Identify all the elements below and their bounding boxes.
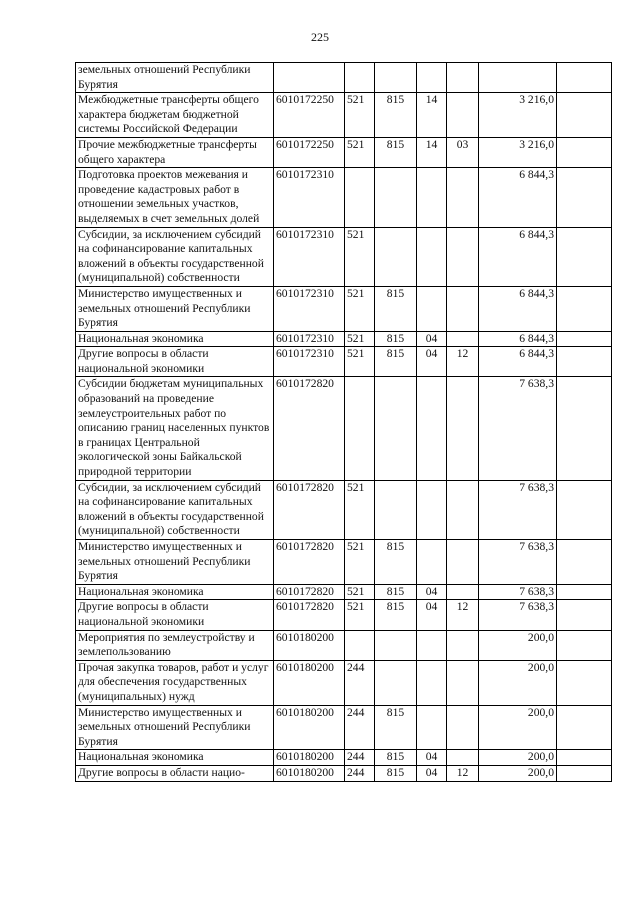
row-subsection-cell — [447, 630, 479, 660]
row-ministry-cell: 815 — [375, 286, 417, 331]
table-row — [76, 63, 612, 93]
table-row — [76, 765, 612, 781]
row-type-cell: 521 — [345, 227, 375, 286]
row-code-cell: 6010180200 — [274, 630, 345, 660]
row-amount-cell: 7 638,3 — [479, 480, 557, 539]
row-name-cell: Субсидии, за исключением субсидий на софинансирование капитальных вложений в объекты государственной (муниципальной) собственности — [76, 480, 274, 539]
row-name-cell: Министерство имущественных и земельных отношений Республики Бурятия — [76, 705, 274, 750]
row-name-cell: Национальная экономика — [76, 584, 274, 600]
row-type-cell — [345, 630, 375, 660]
row-type-cell: 521 — [345, 584, 375, 600]
row-section-cell — [417, 480, 447, 539]
budget-table — [75, 62, 612, 782]
row-type-cell: 521 — [345, 137, 375, 167]
row-code-cell: 6010172820 — [274, 540, 345, 585]
row-code-cell: 6010172310 — [274, 168, 345, 227]
table-row — [76, 480, 612, 539]
row-type-cell: 244 — [345, 750, 375, 766]
row-code-cell: 6010172820 — [274, 480, 345, 539]
row-section-cell — [417, 540, 447, 585]
row-amount-cell: 7 638,3 — [479, 540, 557, 585]
row-ministry-cell — [375, 480, 417, 539]
row-code-cell: 6010180200 — [274, 765, 345, 781]
row-extra-cell — [557, 660, 612, 705]
row-name-cell: Другие вопросы в области национальной экономики — [76, 600, 274, 630]
row-type-cell — [345, 63, 375, 93]
row-ministry-cell: 815 — [375, 137, 417, 167]
row-code-cell: 6010172310 — [274, 227, 345, 286]
table-row — [76, 93, 612, 138]
row-section-cell: 04 — [417, 600, 447, 630]
row-ministry-cell: 815 — [375, 600, 417, 630]
row-name-cell: Министерство имущественных и земельных отношений Республики Бурятия — [76, 540, 274, 585]
row-amount-cell: 200,0 — [479, 660, 557, 705]
row-section-cell — [417, 377, 447, 480]
row-ministry-cell: 815 — [375, 584, 417, 600]
row-type-cell: 521 — [345, 540, 375, 585]
row-ministry-cell — [375, 227, 417, 286]
row-type-cell: 244 — [345, 765, 375, 781]
row-code-cell: 6010180200 — [274, 705, 345, 750]
row-amount-cell: 200,0 — [479, 765, 557, 781]
row-name-cell: Субсидии, за исключением субсидий на софинансирование капитальных вложений в объекты государственной (муниципальной) собственности — [76, 227, 274, 286]
row-subsection-cell: 03 — [447, 137, 479, 167]
table-row — [76, 168, 612, 227]
row-code-cell: 6010172310 — [274, 331, 345, 347]
row-code-cell: 6010172820 — [274, 584, 345, 600]
table-row — [76, 660, 612, 705]
row-extra-cell — [557, 480, 612, 539]
row-extra-cell — [557, 630, 612, 660]
row-ministry-cell — [375, 377, 417, 480]
row-section-cell: 04 — [417, 584, 447, 600]
row-ministry-cell — [375, 660, 417, 705]
row-extra-cell — [557, 540, 612, 585]
row-amount-cell: 6 844,3 — [479, 331, 557, 347]
table-row — [76, 584, 612, 600]
row-extra-cell — [557, 584, 612, 600]
row-name-cell: Прочая закупка товаров, работ и услуг для обеспечения государственных (муниципальных) нужд — [76, 660, 274, 705]
row-section-cell — [417, 660, 447, 705]
row-subsection-cell — [447, 168, 479, 227]
row-extra-cell — [557, 377, 612, 480]
row-section-cell: 04 — [417, 331, 447, 347]
table-row — [76, 137, 612, 167]
row-section-cell: 14 — [417, 93, 447, 138]
table-row — [76, 377, 612, 480]
row-code-cell: 6010172820 — [274, 377, 345, 480]
table-row — [76, 286, 612, 331]
row-amount-cell: 7 638,3 — [479, 600, 557, 630]
row-type-cell: 521 — [345, 331, 375, 347]
row-code-cell: 6010172310 — [274, 286, 345, 331]
row-subsection-cell — [447, 750, 479, 766]
row-section-cell: 04 — [417, 347, 447, 377]
row-name-cell: Субсидии бюджетам муниципальных образований на проведение землеустроительных работ по описанию границ населенных пунктов в границах Центральной экологической зоны Байкальской природной территории — [76, 377, 274, 480]
row-subsection-cell — [447, 660, 479, 705]
row-amount-cell: 6 844,3 — [479, 227, 557, 286]
row-ministry-cell — [375, 630, 417, 660]
row-code-cell: 6010172310 — [274, 347, 345, 377]
row-extra-cell — [557, 227, 612, 286]
row-code-cell: 6010172250 — [274, 93, 345, 138]
row-name-cell: Другие вопросы в области национальной экономики — [76, 347, 274, 377]
row-type-cell: 521 — [345, 480, 375, 539]
row-subsection-cell — [447, 93, 479, 138]
row-ministry-cell: 815 — [375, 347, 417, 377]
row-name-cell: Другие вопросы в области нацио- — [76, 765, 274, 781]
row-extra-cell — [557, 286, 612, 331]
row-amount-cell: 7 638,3 — [479, 377, 557, 480]
row-subsection-cell — [447, 286, 479, 331]
row-subsection-cell — [447, 377, 479, 480]
row-extra-cell — [557, 765, 612, 781]
row-section-cell — [417, 630, 447, 660]
row-section-cell — [417, 286, 447, 331]
table-row — [76, 331, 612, 347]
row-extra-cell — [557, 750, 612, 766]
row-name-cell: Национальная экономика — [76, 331, 274, 347]
row-ministry-cell: 815 — [375, 93, 417, 138]
table-row — [76, 540, 612, 585]
row-ministry-cell: 815 — [375, 331, 417, 347]
row-subsection-cell — [447, 705, 479, 750]
row-type-cell: 521 — [345, 286, 375, 331]
row-type-cell: 244 — [345, 660, 375, 705]
row-name-cell: Министерство имущественных и земельных отношений Республики Бурятия — [76, 286, 274, 331]
row-code-cell: 6010180200 — [274, 750, 345, 766]
table-row — [76, 347, 612, 377]
row-extra-cell — [557, 137, 612, 167]
row-ministry-cell: 815 — [375, 750, 417, 766]
table-row — [76, 705, 612, 750]
row-section-cell — [417, 168, 447, 227]
row-type-cell — [345, 168, 375, 227]
row-extra-cell — [557, 705, 612, 750]
row-subsection-cell: 12 — [447, 600, 479, 630]
row-subsection-cell — [447, 227, 479, 286]
row-subsection-cell: 12 — [447, 765, 479, 781]
row-subsection-cell: 12 — [447, 347, 479, 377]
row-amount-cell: 200,0 — [479, 630, 557, 660]
row-name-cell: Межбюджетные трансферты общего характера бюджетам бюджетной системы Российской Федерации — [76, 93, 274, 138]
row-section-cell: 04 — [417, 750, 447, 766]
row-name-cell: земельных отношений Республики Бурятия — [76, 63, 274, 93]
row-amount-cell: 7 638,3 — [479, 584, 557, 600]
row-amount-cell: 200,0 — [479, 750, 557, 766]
row-extra-cell — [557, 331, 612, 347]
table-body — [76, 63, 612, 782]
table-row — [76, 227, 612, 286]
row-ministry-cell — [375, 63, 417, 93]
row-section-cell: 04 — [417, 765, 447, 781]
row-type-cell — [345, 377, 375, 480]
row-section-cell — [417, 227, 447, 286]
table-row — [76, 630, 612, 660]
row-name-cell: Национальная экономика — [76, 750, 274, 766]
table-row — [76, 750, 612, 766]
row-type-cell: 521 — [345, 600, 375, 630]
row-type-cell: 521 — [345, 93, 375, 138]
row-ministry-cell: 815 — [375, 765, 417, 781]
row-amount-cell: 200,0 — [479, 705, 557, 750]
row-amount-cell: 6 844,3 — [479, 347, 557, 377]
row-subsection-cell — [447, 63, 479, 93]
row-amount-cell: 3 216,0 — [479, 93, 557, 138]
table-row — [76, 600, 612, 630]
row-extra-cell — [557, 168, 612, 227]
row-code-cell — [274, 63, 345, 93]
row-name-cell: Прочие межбюджетные трансферты общего характера — [76, 137, 274, 167]
row-section-cell — [417, 705, 447, 750]
row-section-cell — [417, 63, 447, 93]
row-name-cell: Подготовка проектов межевания и проведение кадастровых работ в отношении земельных участков, выделяемых в счет земельных долей — [76, 168, 274, 227]
row-code-cell: 6010180200 — [274, 660, 345, 705]
row-ministry-cell: 815 — [375, 705, 417, 750]
row-code-cell: 6010172250 — [274, 137, 345, 167]
row-extra-cell — [557, 600, 612, 630]
row-subsection-cell — [447, 584, 479, 600]
row-ministry-cell: 815 — [375, 540, 417, 585]
row-amount-cell — [479, 63, 557, 93]
row-section-cell: 14 — [417, 137, 447, 167]
row-amount-cell: 6 844,3 — [479, 286, 557, 331]
row-extra-cell — [557, 63, 612, 93]
page-number: 225 — [311, 30, 329, 44]
row-ministry-cell — [375, 168, 417, 227]
row-type-cell: 521 — [345, 347, 375, 377]
row-type-cell: 244 — [345, 705, 375, 750]
row-code-cell: 6010172820 — [274, 600, 345, 630]
row-amount-cell: 6 844,3 — [479, 168, 557, 227]
row-extra-cell — [557, 347, 612, 377]
row-name-cell: Мероприятия по землеустройству и землепользованию — [76, 630, 274, 660]
row-extra-cell — [557, 93, 612, 138]
row-subsection-cell — [447, 540, 479, 585]
row-subsection-cell — [447, 331, 479, 347]
row-amount-cell: 3 216,0 — [479, 137, 557, 167]
row-subsection-cell — [447, 480, 479, 539]
